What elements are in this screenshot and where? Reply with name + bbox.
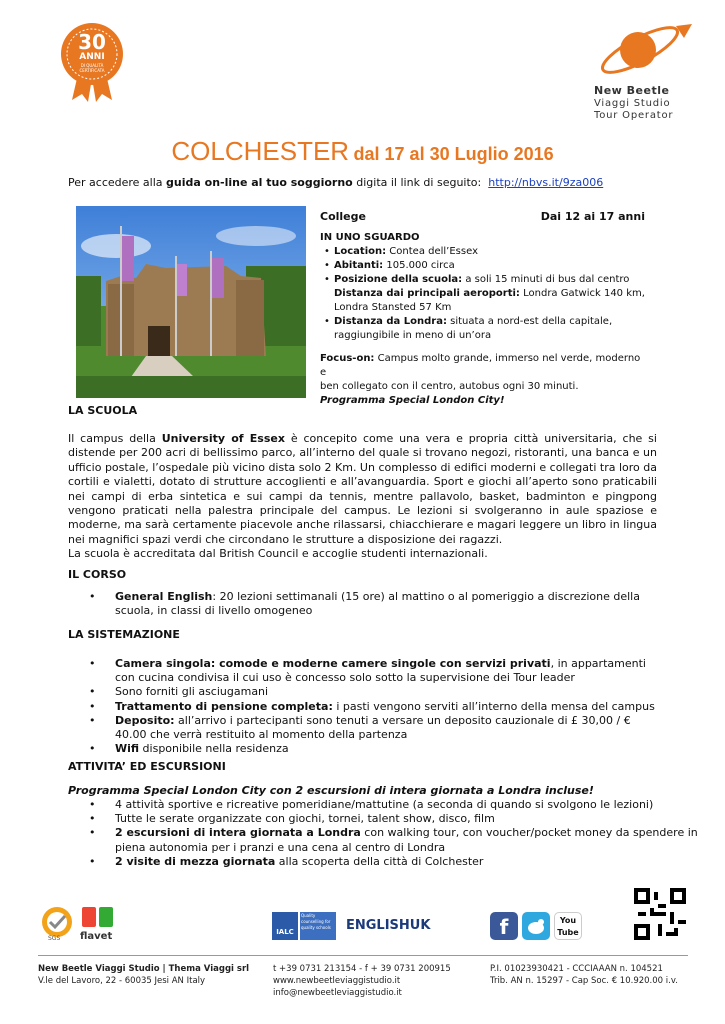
- course-item: • General English: 20 lezioni settimanali (15 ore) al mattino o al pomeriggio a discrezione della scuola, in classi di livello omogeneo: [115, 590, 657, 618]
- activity-item: • 4 attività sportive e ricreative pomeridiane/mattutine (a seconda di quando si svolgono le lezioni): [115, 798, 705, 812]
- footer-divider: [38, 955, 688, 956]
- footer-registry: Trib. AN n. 15297 - Cap Soc. € 10.920.00 i.v.: [490, 976, 678, 986]
- englishuk-logo: ENGLISHUK: [346, 918, 431, 933]
- glance-london-2: raggiungibile in meno di un’ora: [334, 330, 492, 341]
- logo-line1: New Beetle: [594, 84, 670, 97]
- footer-company: New Beetle Viaggi Studio | Thema Viaggi srl: [38, 964, 250, 974]
- badge-word: ANNI: [79, 52, 105, 62]
- activities-program: Programma Special London City con 2 escursioni di intera giornata a Londra incluse!: [68, 784, 594, 797]
- glance-item-position: • Posizione della scuola: a soli 15 minuti di bus dal centro: [334, 273, 645, 287]
- focus-on: Focus-on: Campus molto grande, immerso nel verde, moderno e: [320, 353, 641, 378]
- accommodation-item: • Wifi disponibile nella residenza: [115, 742, 657, 756]
- access-line: [68, 176, 603, 189]
- accommodation-item: • Camera singola: comode e moderne camere singole con servizi privati, in appartamenti con cucina condivisa il cui uso è concesso solo sotto la supervisione dei Tour leader: [115, 657, 657, 685]
- twitter-icon[interactable]: [522, 912, 550, 940]
- footer-address: V.le del Lavoro, 22 - 60035 Jesi AN Italy: [38, 976, 206, 986]
- logo-line3: Tour Operator: [594, 110, 674, 121]
- accommodation-item: • Deposito: all’arrivo i partecipanti sono tenuti a versare un deposito cauzionale di £ 30,00 / € 40.00 che verrà restituito al momento della partenza: [115, 714, 657, 742]
- school-heading: LA SCUOLA: [68, 404, 138, 417]
- access-suffix: digita il link di seguito:: [352, 176, 482, 189]
- page-title: [0, 136, 725, 167]
- flavet-label: flavet: [80, 931, 113, 942]
- badge-sub2: CERTIFICATA: [79, 68, 105, 73]
- footer-phone: t +39 0731 213154 - f + 39 0731 200915: [273, 964, 451, 974]
- accommodation-item: • Trattamento di pensione completa: i pasti vengono serviti all’interno della mensa del campus: [115, 700, 657, 714]
- ialc-sub: Quality counselling for quality schools: [300, 912, 336, 940]
- glance-airports-2: Londra Stansted 57 Km: [334, 302, 452, 313]
- logo-line2: Viaggi Studio: [594, 98, 671, 109]
- course-list: [68, 590, 657, 618]
- glance-item-inhabitants: • Abitanti: 105.000 circa: [334, 259, 645, 273]
- activity-item: • 2 escursioni di intera giornata a Londra con walking tour, con voucher/pocket money da spendere in piena autonomia per i pranzi e una cena al centro di Londra: [115, 826, 705, 854]
- glance-title: IN UNO SGUARDO: [320, 232, 420, 243]
- badge-number: 30: [78, 30, 106, 54]
- college-ages: Dai 12 ai 17 anni: [540, 210, 645, 223]
- badge-sub1: DI QUALITÀ: [80, 63, 104, 68]
- glance-item-london: • Distanza da Londra: situata a nord-est della capitale,: [334, 315, 645, 329]
- activity-item: • 2 visite di mezza giornata alla scoperta della città di Colchester: [115, 855, 705, 869]
- activity-item: • Tutte le serate organizzate con giochi, tornei, talent show, disco, film: [115, 812, 705, 826]
- qr-code[interactable]: [634, 888, 686, 940]
- beetle-planet-icon: [594, 18, 694, 80]
- focus-on-3: Programma Special London City!: [320, 395, 505, 406]
- sgs-logo: [38, 905, 76, 943]
- access-prefix: Per accedere alla: [68, 176, 167, 189]
- school-accreditation: La scuola è accreditata dal British Council e accoglie studenti internazionali.: [68, 547, 488, 561]
- youtube-icon[interactable]: You Tube: [554, 912, 582, 940]
- footer-website[interactable]: www.newbeetleviaggistudio.it: [273, 976, 401, 986]
- accommodation-heading: LA SISTEMAZIONE: [68, 628, 180, 641]
- glance-airports: Distanza dai principali aeroporti: Londra Gatwick 140 km,: [334, 288, 645, 299]
- footer-vat: P.I. 01023930421 - CCCIAAAN n. 104521: [490, 964, 663, 974]
- access-bold: guida on-line al tuo soggiorno: [166, 176, 353, 189]
- glance-list: [320, 245, 645, 287]
- focus-on-2: ben collegato con il centro, autobus ogni 30 minuti.: [320, 381, 579, 392]
- college-summary: [320, 210, 645, 408]
- new-beetle-logo: [590, 18, 705, 123]
- accommodation-list: [68, 657, 657, 756]
- flavet-logo: [80, 905, 116, 945]
- anniversary-badge: [58, 22, 126, 102]
- activities-heading: ATTIVITA’ ED ESCURSIONI: [68, 760, 226, 773]
- activities-list: [68, 798, 705, 869]
- glance-list-2: [320, 315, 645, 329]
- guide-link[interactable]: http://nbvs.it/9za006: [488, 176, 604, 189]
- title-city: COLCHESTER: [171, 136, 350, 166]
- college-header-row: [320, 210, 645, 223]
- accommodation-item: • Sono forniti gli asciugamani: [115, 685, 657, 699]
- glance-item-location: • Location: Contea dell’Essex: [334, 245, 645, 259]
- course-heading: IL CORSO: [68, 568, 127, 581]
- colchester-castle-photo: [76, 206, 306, 398]
- title-dates: dal 17 al 30 Luglio 2016: [353, 144, 554, 164]
- ialc-logo: IALC: [272, 912, 298, 940]
- facebook-icon[interactable]: f: [490, 912, 518, 940]
- sgs-label: SGS: [48, 935, 61, 942]
- footer-email[interactable]: info@newbeetleviaggistudio.it: [273, 988, 402, 998]
- school-paragraph: Il campus della University of Essex è concepito come una vera e propria città universitaria, che si distende per 200 acri di bellissimo parco, all’interno del quale si trovano negozi, ristoranti, una banca e un ufficio postale, l’ospedale più vicino dista solo 2 Km. Un complesso di edifici moderni e collegati tra loro da cortili e vialetti, dotato di strutture accoglienti e all’avanguardia. Sport e giochi all’aperto sono praticabili nei campi di erba sintetica e sui campi da tennis, mentre pallavolo, basket, badminton e pingpong vengono praticati nella palestra principale del campus. Le lezioni si svolgeranno in aule spaziose e moderne, ma sarà certamente piacevole anche rilassarsi, chiacchierare e magari leggere un libro in lingua nei magnifici spazi verdi che circondano le strutture a disposizione dei ragazzi. La scuola è accreditata dal British Council e accoglie studenti internazionali.: [68, 432, 657, 561]
- college-label: College: [320, 210, 366, 223]
